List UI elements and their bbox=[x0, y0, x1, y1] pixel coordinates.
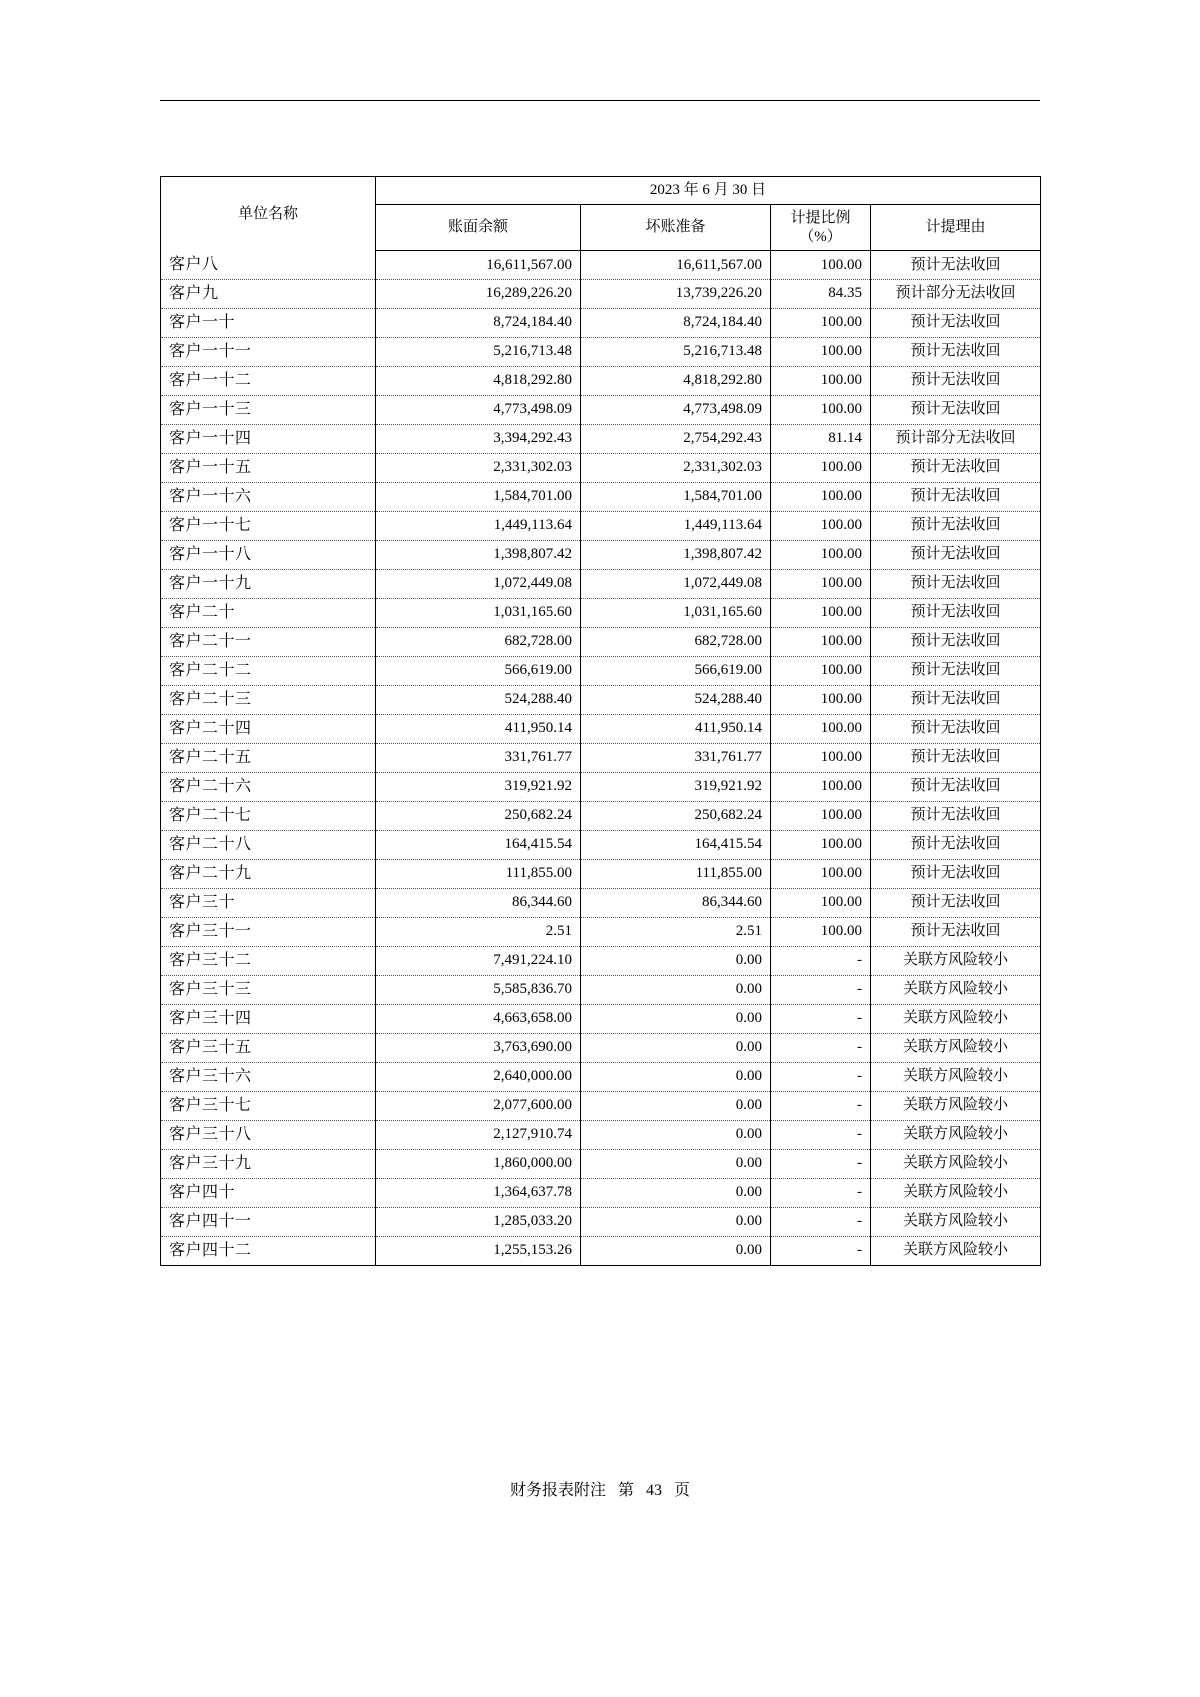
cell-book-balance: 2,127,910.74 bbox=[376, 1120, 581, 1149]
cell-provision-ratio: - bbox=[771, 1120, 871, 1149]
cell-bad-debt-provision: 0.00 bbox=[581, 1207, 771, 1236]
cell-unit-name: 客户三十一 bbox=[161, 917, 376, 946]
cell-provision-ratio: 100.00 bbox=[771, 251, 871, 280]
cell-book-balance: 3,394,292.43 bbox=[376, 424, 581, 453]
cell-provision-ratio: 100.00 bbox=[771, 627, 871, 656]
cell-provision-ratio: 100.00 bbox=[771, 743, 871, 772]
cell-bad-debt-provision: 1,031,165.60 bbox=[581, 598, 771, 627]
table-row bbox=[161, 1062, 1041, 1091]
cell-provision-reason: 关联方风险较小 bbox=[871, 1236, 1041, 1265]
table-row bbox=[161, 424, 1041, 453]
cell-provision-reason: 预计无法收回 bbox=[871, 714, 1041, 743]
cell-book-balance: 2,640,000.00 bbox=[376, 1062, 581, 1091]
cell-unit-name: 客户一十二 bbox=[161, 366, 376, 395]
table-row bbox=[161, 743, 1041, 772]
table-row bbox=[161, 1004, 1041, 1033]
cell-provision-ratio: 100.00 bbox=[771, 656, 871, 685]
table-row bbox=[161, 1033, 1041, 1062]
cell-bad-debt-provision: 0.00 bbox=[581, 1062, 771, 1091]
cell-book-balance: 2,077,600.00 bbox=[376, 1091, 581, 1120]
cell-provision-ratio: 100.00 bbox=[771, 830, 871, 859]
cell-provision-reason: 预计无法收回 bbox=[871, 337, 1041, 366]
table-body bbox=[161, 251, 1041, 1266]
cell-book-balance: 164,415.54 bbox=[376, 830, 581, 859]
cell-unit-name: 客户一十三 bbox=[161, 395, 376, 424]
cell-book-balance: 411,950.14 bbox=[376, 714, 581, 743]
cell-provision-ratio: - bbox=[771, 946, 871, 975]
cell-bad-debt-provision: 2,754,292.43 bbox=[581, 424, 771, 453]
table-row bbox=[161, 801, 1041, 830]
cell-book-balance: 2.51 bbox=[376, 917, 581, 946]
cell-book-balance: 1,449,113.64 bbox=[376, 511, 581, 540]
table-row bbox=[161, 946, 1041, 975]
cell-provision-ratio: 100.00 bbox=[771, 482, 871, 511]
cell-unit-name: 客户二十七 bbox=[161, 801, 376, 830]
cell-provision-reason: 预计无法收回 bbox=[871, 251, 1041, 280]
table-row bbox=[161, 453, 1041, 482]
cell-book-balance: 4,818,292.80 bbox=[376, 366, 581, 395]
column-header-bad-debt-provision: 坏账准备 bbox=[581, 204, 771, 251]
cell-unit-name: 客户一十 bbox=[161, 308, 376, 337]
cell-provision-ratio: 100.00 bbox=[771, 540, 871, 569]
cell-provision-ratio: 100.00 bbox=[771, 801, 871, 830]
cell-bad-debt-provision: 0.00 bbox=[581, 1236, 771, 1265]
cell-bad-debt-provision: 0.00 bbox=[581, 1149, 771, 1178]
cell-unit-name: 客户二十五 bbox=[161, 743, 376, 772]
cell-provision-ratio: 81.14 bbox=[771, 424, 871, 453]
cell-provision-ratio: - bbox=[771, 1062, 871, 1091]
cell-bad-debt-provision: 566,619.00 bbox=[581, 656, 771, 685]
cell-provision-ratio: 100.00 bbox=[771, 772, 871, 801]
cell-provision-reason: 预计无法收回 bbox=[871, 830, 1041, 859]
footer-page-label: 第 bbox=[617, 1482, 634, 1499]
cell-provision-reason: 预计部分无法收回 bbox=[871, 279, 1041, 308]
cell-provision-reason: 预计无法收回 bbox=[871, 511, 1041, 540]
cell-bad-debt-provision: 319,921.92 bbox=[581, 772, 771, 801]
cell-provision-ratio: 100.00 bbox=[771, 337, 871, 366]
cell-provision-ratio: - bbox=[771, 1178, 871, 1207]
receivables-table-container bbox=[160, 176, 1040, 1266]
cell-unit-name: 客户三十七 bbox=[161, 1091, 376, 1120]
cell-book-balance: 1,398,807.42 bbox=[376, 540, 581, 569]
cell-provision-reason: 预计无法收回 bbox=[871, 453, 1041, 482]
cell-provision-ratio: 100.00 bbox=[771, 888, 871, 917]
cell-unit-name: 客户三十九 bbox=[161, 1149, 376, 1178]
cell-unit-name: 客户二十三 bbox=[161, 685, 376, 714]
cell-bad-debt-provision: 2.51 bbox=[581, 917, 771, 946]
cell-book-balance: 566,619.00 bbox=[376, 656, 581, 685]
cell-provision-reason: 关联方风险较小 bbox=[871, 1004, 1041, 1033]
cell-unit-name: 客户二十 bbox=[161, 598, 376, 627]
cell-unit-name: 客户二十九 bbox=[161, 859, 376, 888]
column-header-provision-reason: 计提理由 bbox=[871, 204, 1041, 251]
cell-bad-debt-provision: 1,398,807.42 bbox=[581, 540, 771, 569]
cell-provision-ratio: 100.00 bbox=[771, 395, 871, 424]
table-header bbox=[161, 177, 1041, 251]
cell-unit-name: 客户一十六 bbox=[161, 482, 376, 511]
cell-provision-ratio: 84.35 bbox=[771, 279, 871, 308]
cell-provision-reason: 预计无法收回 bbox=[871, 917, 1041, 946]
cell-bad-debt-provision: 0.00 bbox=[581, 975, 771, 1004]
cell-unit-name: 客户八 bbox=[161, 251, 376, 280]
cell-book-balance: 319,921.92 bbox=[376, 772, 581, 801]
cell-bad-debt-provision: 411,950.14 bbox=[581, 714, 771, 743]
cell-unit-name: 客户一十五 bbox=[161, 453, 376, 482]
cell-bad-debt-provision: 524,288.40 bbox=[581, 685, 771, 714]
cell-bad-debt-provision: 8,724,184.40 bbox=[581, 308, 771, 337]
cell-book-balance: 1,285,033.20 bbox=[376, 1207, 581, 1236]
footer-title: 财务报表附注 bbox=[509, 1482, 606, 1499]
cell-provision-reason: 预计无法收回 bbox=[871, 482, 1041, 511]
column-header-provision-ratio bbox=[771, 204, 871, 251]
cell-unit-name: 客户二十一 bbox=[161, 627, 376, 656]
cell-provision-ratio: - bbox=[771, 1004, 871, 1033]
table-row bbox=[161, 279, 1041, 308]
table-row bbox=[161, 830, 1041, 859]
table-row bbox=[161, 1178, 1041, 1207]
table-row bbox=[161, 714, 1041, 743]
cell-unit-name: 客户三十八 bbox=[161, 1120, 376, 1149]
table-row bbox=[161, 1120, 1041, 1149]
cell-provision-reason: 预计无法收回 bbox=[871, 859, 1041, 888]
cell-provision-reason: 预计无法收回 bbox=[871, 685, 1041, 714]
cell-unit-name: 客户四十一 bbox=[161, 1207, 376, 1236]
table-row bbox=[161, 511, 1041, 540]
table-row bbox=[161, 1236, 1041, 1265]
cell-book-balance: 250,682.24 bbox=[376, 801, 581, 830]
cell-provision-reason: 预计无法收回 bbox=[871, 627, 1041, 656]
cell-unit-name: 客户一十四 bbox=[161, 424, 376, 453]
cell-bad-debt-provision: 5,216,713.48 bbox=[581, 337, 771, 366]
cell-unit-name: 客户三十 bbox=[161, 888, 376, 917]
cell-provision-reason: 预计无法收回 bbox=[871, 540, 1041, 569]
cell-book-balance: 1,031,165.60 bbox=[376, 598, 581, 627]
cell-book-balance: 5,585,836.70 bbox=[376, 975, 581, 1004]
cell-book-balance: 16,611,567.00 bbox=[376, 251, 581, 280]
cell-book-balance: 3,763,690.00 bbox=[376, 1033, 581, 1062]
cell-provision-ratio: 100.00 bbox=[771, 714, 871, 743]
cell-book-balance: 1,255,153.26 bbox=[376, 1236, 581, 1265]
cell-bad-debt-provision: 250,682.24 bbox=[581, 801, 771, 830]
cell-book-balance: 7,491,224.10 bbox=[376, 946, 581, 975]
table-row bbox=[161, 656, 1041, 685]
cell-bad-debt-provision: 4,818,292.80 bbox=[581, 366, 771, 395]
cell-unit-name: 客户二十六 bbox=[161, 772, 376, 801]
cell-provision-reason: 关联方风险较小 bbox=[871, 1062, 1041, 1091]
cell-bad-debt-provision: 0.00 bbox=[581, 1033, 771, 1062]
cell-book-balance: 16,289,226.20 bbox=[376, 279, 581, 308]
table-row bbox=[161, 772, 1041, 801]
cell-unit-name: 客户四十 bbox=[161, 1178, 376, 1207]
cell-bad-debt-provision: 0.00 bbox=[581, 946, 771, 975]
cell-bad-debt-provision: 2,331,302.03 bbox=[581, 453, 771, 482]
header-divider bbox=[160, 100, 1040, 101]
cell-unit-name: 客户三十三 bbox=[161, 975, 376, 1004]
cell-book-balance: 5,216,713.48 bbox=[376, 337, 581, 366]
table-row bbox=[161, 337, 1041, 366]
cell-book-balance: 524,288.40 bbox=[376, 685, 581, 714]
table-row bbox=[161, 395, 1041, 424]
cell-book-balance: 86,344.60 bbox=[376, 888, 581, 917]
cell-unit-name: 客户二十四 bbox=[161, 714, 376, 743]
cell-book-balance: 1,584,701.00 bbox=[376, 482, 581, 511]
table-header-row-top bbox=[161, 177, 1041, 205]
cell-provision-reason: 关联方风险较小 bbox=[871, 975, 1041, 1004]
cell-provision-ratio: 100.00 bbox=[771, 598, 871, 627]
cell-bad-debt-provision: 1,449,113.64 bbox=[581, 511, 771, 540]
cell-book-balance: 1,860,000.00 bbox=[376, 1149, 581, 1178]
table-row bbox=[161, 366, 1041, 395]
cell-bad-debt-provision: 0.00 bbox=[581, 1091, 771, 1120]
cell-bad-debt-provision: 86,344.60 bbox=[581, 888, 771, 917]
cell-book-balance: 4,663,658.00 bbox=[376, 1004, 581, 1033]
cell-book-balance: 8,724,184.40 bbox=[376, 308, 581, 337]
cell-bad-debt-provision: 0.00 bbox=[581, 1004, 771, 1033]
cell-provision-reason: 预计无法收回 bbox=[871, 598, 1041, 627]
cell-unit-name: 客户二十二 bbox=[161, 656, 376, 685]
cell-provision-ratio: 100.00 bbox=[771, 859, 871, 888]
cell-unit-name: 客户四十二 bbox=[161, 1236, 376, 1265]
cell-provision-reason: 预计无法收回 bbox=[871, 308, 1041, 337]
provision-ratio-unit: （%） bbox=[799, 228, 842, 245]
cell-provision-reason: 关联方风险较小 bbox=[871, 1091, 1041, 1120]
cell-provision-ratio: - bbox=[771, 975, 871, 1004]
cell-bad-debt-provision: 16,611,567.00 bbox=[581, 251, 771, 280]
cell-unit-name: 客户二十八 bbox=[161, 830, 376, 859]
footer-page-number: 43 bbox=[646, 1482, 662, 1499]
cell-bad-debt-provision: 1,584,701.00 bbox=[581, 482, 771, 511]
cell-book-balance: 1,072,449.08 bbox=[376, 569, 581, 598]
cell-provision-reason: 关联方风险较小 bbox=[871, 946, 1041, 975]
cell-provision-ratio: 100.00 bbox=[771, 685, 871, 714]
cell-provision-ratio: - bbox=[771, 1033, 871, 1062]
cell-provision-ratio: - bbox=[771, 1149, 871, 1178]
cell-provision-reason: 关联方风险较小 bbox=[871, 1149, 1041, 1178]
cell-provision-reason: 关联方风险较小 bbox=[871, 1120, 1041, 1149]
table-row bbox=[161, 627, 1041, 656]
page-footer bbox=[0, 1477, 1200, 1500]
cell-provision-reason: 预计部分无法收回 bbox=[871, 424, 1041, 453]
cell-provision-ratio: 100.00 bbox=[771, 511, 871, 540]
cell-book-balance: 331,761.77 bbox=[376, 743, 581, 772]
table-row bbox=[161, 1149, 1041, 1178]
cell-bad-debt-provision: 111,855.00 bbox=[581, 859, 771, 888]
cell-provision-reason: 预计无法收回 bbox=[871, 743, 1041, 772]
table-row bbox=[161, 685, 1041, 714]
table-row bbox=[161, 308, 1041, 337]
footer-page-suffix: 页 bbox=[674, 1482, 691, 1499]
table-row bbox=[161, 888, 1041, 917]
cell-provision-ratio: - bbox=[771, 1236, 871, 1265]
cell-bad-debt-provision: 0.00 bbox=[581, 1178, 771, 1207]
cell-provision-ratio: - bbox=[771, 1091, 871, 1120]
cell-unit-name: 客户一十八 bbox=[161, 540, 376, 569]
column-header-date: 2023 年 6 月 30 日 bbox=[376, 177, 1041, 205]
table-row bbox=[161, 482, 1041, 511]
cell-provision-ratio: 100.00 bbox=[771, 366, 871, 395]
table-row bbox=[161, 569, 1041, 598]
cell-bad-debt-provision: 331,761.77 bbox=[581, 743, 771, 772]
cell-unit-name: 客户三十五 bbox=[161, 1033, 376, 1062]
cell-provision-ratio: 100.00 bbox=[771, 569, 871, 598]
cell-book-balance: 2,331,302.03 bbox=[376, 453, 581, 482]
cell-unit-name: 客户三十四 bbox=[161, 1004, 376, 1033]
table-row bbox=[161, 598, 1041, 627]
cell-provision-ratio: - bbox=[771, 1207, 871, 1236]
cell-provision-reason: 关联方风险较小 bbox=[871, 1178, 1041, 1207]
cell-unit-name: 客户三十二 bbox=[161, 946, 376, 975]
cell-bad-debt-provision: 164,415.54 bbox=[581, 830, 771, 859]
table-row bbox=[161, 859, 1041, 888]
table-row bbox=[161, 1207, 1041, 1236]
cell-unit-name: 客户一十一 bbox=[161, 337, 376, 366]
cell-book-balance: 1,364,637.78 bbox=[376, 1178, 581, 1207]
cell-provision-ratio: 100.00 bbox=[771, 453, 871, 482]
table-row bbox=[161, 1091, 1041, 1120]
cell-provision-reason: 预计无法收回 bbox=[871, 395, 1041, 424]
table-row bbox=[161, 251, 1041, 280]
cell-bad-debt-provision: 682,728.00 bbox=[581, 627, 771, 656]
cell-unit-name: 客户一十七 bbox=[161, 511, 376, 540]
cell-provision-reason: 预计无法收回 bbox=[871, 656, 1041, 685]
cell-provision-reason: 关联方风险较小 bbox=[871, 1033, 1041, 1062]
table-row bbox=[161, 540, 1041, 569]
provision-ratio-label: 计提比例 bbox=[790, 209, 851, 226]
cell-book-balance: 111,855.00 bbox=[376, 859, 581, 888]
cell-provision-reason: 预计无法收回 bbox=[871, 888, 1041, 917]
cell-provision-reason: 预计无法收回 bbox=[871, 366, 1041, 395]
cell-unit-name: 客户一十九 bbox=[161, 569, 376, 598]
cell-provision-ratio: 100.00 bbox=[771, 308, 871, 337]
cell-book-balance: 682,728.00 bbox=[376, 627, 581, 656]
column-header-unit-name: 单位名称 bbox=[161, 177, 376, 251]
cell-provision-ratio: 100.00 bbox=[771, 917, 871, 946]
cell-bad-debt-provision: 13,739,226.20 bbox=[581, 279, 771, 308]
cell-unit-name: 客户三十六 bbox=[161, 1062, 376, 1091]
column-header-book-balance: 账面余额 bbox=[376, 204, 581, 251]
bad-debt-provision-table bbox=[160, 176, 1041, 1266]
table-row bbox=[161, 975, 1041, 1004]
cell-provision-reason: 预计无法收回 bbox=[871, 569, 1041, 598]
cell-provision-reason: 预计无法收回 bbox=[871, 772, 1041, 801]
cell-book-balance: 4,773,498.09 bbox=[376, 395, 581, 424]
cell-unit-name: 客户九 bbox=[161, 279, 376, 308]
cell-bad-debt-provision: 0.00 bbox=[581, 1120, 771, 1149]
cell-provision-reason: 预计无法收回 bbox=[871, 801, 1041, 830]
table-row bbox=[161, 917, 1041, 946]
cell-bad-debt-provision: 1,072,449.08 bbox=[581, 569, 771, 598]
cell-provision-reason: 关联方风险较小 bbox=[871, 1207, 1041, 1236]
cell-bad-debt-provision: 4,773,498.09 bbox=[581, 395, 771, 424]
